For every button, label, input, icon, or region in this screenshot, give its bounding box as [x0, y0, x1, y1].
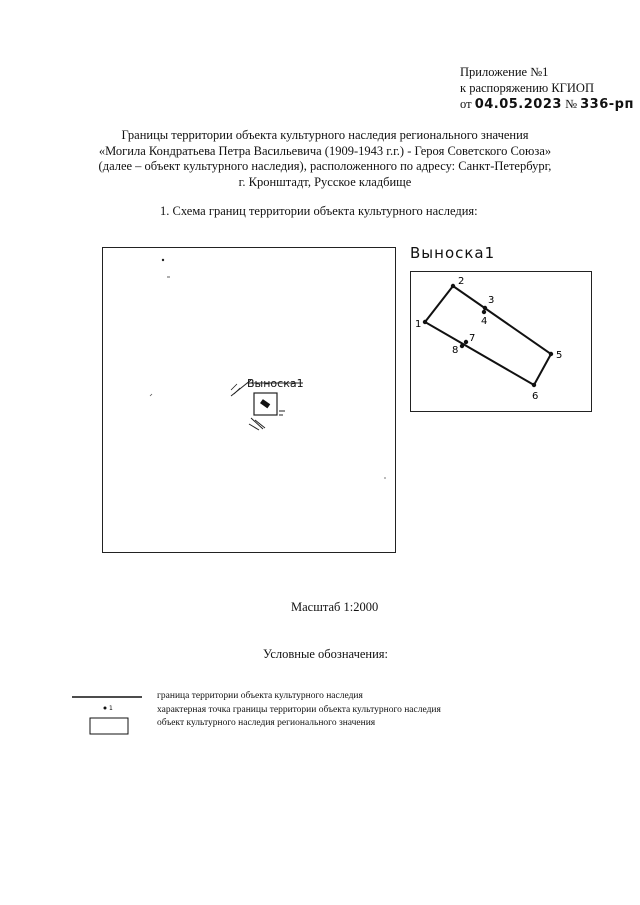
point-label-3: 3	[488, 295, 495, 306]
map-scale: Масштаб 1:2000	[291, 600, 379, 614]
point-label-8: 8	[452, 345, 459, 356]
callout-title: Выноска1	[410, 244, 496, 262]
legend-box-symbol	[90, 718, 128, 734]
appendix-date-line	[460, 96, 634, 113]
point-label-6: 6	[532, 391, 539, 402]
appendix-from: от	[460, 97, 472, 111]
point-4	[482, 310, 486, 314]
document-title	[70, 128, 580, 190]
legend-symbols	[72, 688, 152, 736]
map-callout-label: Выноска1	[247, 377, 304, 390]
object-grave	[260, 399, 270, 408]
object-tick	[279, 411, 285, 415]
map-dot	[162, 259, 164, 261]
point-7	[464, 340, 468, 344]
main-map-drawing	[103, 248, 395, 552]
appendix-line1: Приложение №1	[460, 65, 549, 79]
legend-point-symbol	[104, 707, 107, 710]
title-line1: Границы территории объекта культурного наследия регионального значения	[121, 128, 529, 142]
legend-title: Условные обозначения:	[263, 647, 389, 661]
point-1	[423, 320, 427, 324]
point-3	[483, 306, 487, 310]
title-line4: г. Кронштадт, Русское кладбище	[238, 174, 412, 189]
point-label-1: 1	[415, 319, 422, 330]
main-map-frame	[102, 247, 396, 553]
legend-item-object: объект культурного наследия регионального значения	[157, 718, 376, 728]
point-6	[532, 383, 536, 387]
legend-point-label: 1	[109, 705, 113, 712]
section-heading: 1. Схема границ территории объекта культурного наследия:	[160, 204, 478, 218]
appendix-no: №	[565, 97, 577, 111]
appendix-number: 336-рп	[580, 97, 634, 112]
object-hatch	[249, 418, 265, 430]
point-label-2: 2	[458, 276, 465, 287]
point-5	[549, 352, 553, 356]
title-line2: «Могила Кондратьева Петра Васильевича (1909-1943 г.г.) - Героя Советского Союза»	[98, 143, 552, 158]
point-2	[451, 284, 455, 288]
appendix-date: 04.05.2023	[474, 97, 562, 112]
appendix-block	[460, 64, 634, 113]
point-label-5: 5	[556, 350, 563, 361]
legend-item-point: характерная точка границы территории объекта культурного наследия	[157, 705, 441, 715]
title-line3: (далее – объект культурного наследия), расположенного по адресу: Санкт-Петербург,	[98, 159, 552, 173]
callout-hatch	[231, 384, 240, 394]
point-8	[460, 344, 464, 348]
point-label-4: 4	[481, 316, 488, 327]
map-tick	[150, 394, 152, 396]
point-label-7: 7	[469, 333, 476, 344]
callout-frame	[410, 271, 592, 412]
legend-item-boundary: граница территории объекта культурного наследия	[157, 691, 363, 701]
appendix-line2: к распоряжению КГИОП	[460, 81, 594, 95]
callout-drawing	[411, 272, 591, 411]
